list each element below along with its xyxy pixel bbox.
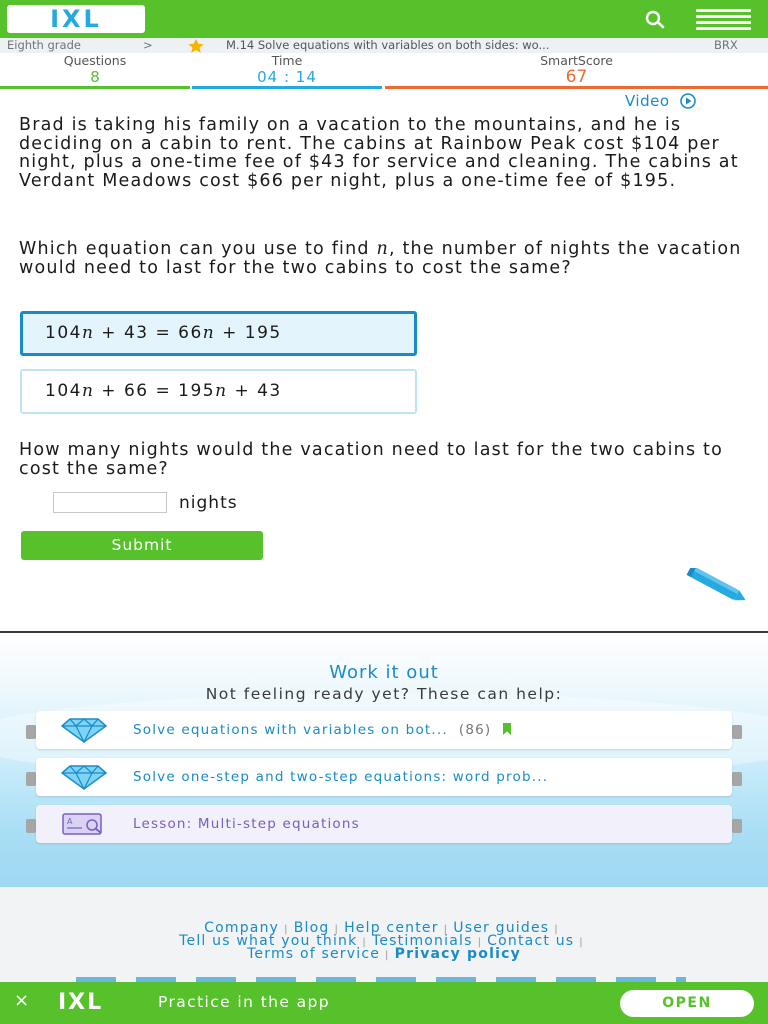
related-skill-1[interactable] bbox=[36, 711, 732, 749]
choice-text: + 43 = 66 bbox=[94, 323, 203, 343]
breadcrumb-grade[interactable]: Eighth grade bbox=[7, 38, 81, 52]
questions-label: Questions bbox=[63, 53, 127, 68]
stats-bar bbox=[0, 53, 768, 89]
choice-equation-2[interactable] bbox=[20, 369, 417, 414]
side-tab bbox=[732, 819, 742, 833]
footer-link-user-guides[interactable]: User guides bbox=[453, 920, 550, 936]
svg-text:A: A bbox=[67, 817, 73, 826]
footer-separator: | bbox=[334, 924, 340, 935]
ixl-logo[interactable] bbox=[7, 5, 145, 33]
star-icon bbox=[186, 39, 206, 53]
questions-stat bbox=[0, 53, 190, 89]
lesson-icon bbox=[58, 811, 110, 837]
side-tab bbox=[26, 819, 36, 833]
footer-link-feedback[interactable]: Tell us what you think bbox=[179, 933, 358, 949]
unit-label: nights bbox=[179, 493, 238, 513]
smartscore-value: 67 bbox=[565, 67, 588, 87]
footer-link-terms[interactable]: Terms of service bbox=[247, 946, 381, 962]
choice-text: + 43 bbox=[227, 381, 282, 401]
prompt-equation bbox=[19, 240, 754, 277]
related-skill-label: Solve one-step and two-step equations: word prob... bbox=[133, 769, 549, 785]
footer-link-testimonials[interactable]: Testimonials bbox=[372, 933, 473, 949]
top-bar bbox=[0, 0, 768, 38]
search-icon[interactable] bbox=[641, 9, 669, 29]
play-circle-icon bbox=[676, 92, 702, 110]
side-tab bbox=[26, 772, 36, 786]
footer-links-row bbox=[0, 946, 768, 962]
time-label: Time bbox=[271, 53, 303, 68]
lesson-label: Lesson: Multi-step equations bbox=[133, 816, 360, 832]
related-skill-label bbox=[133, 711, 512, 749]
related-lesson[interactable] bbox=[36, 805, 732, 843]
footer-link-privacy[interactable]: Privacy policy bbox=[394, 946, 521, 962]
scratchpad-pencil-icon[interactable] bbox=[683, 568, 753, 604]
diamond-icon bbox=[58, 717, 110, 743]
footer-separator: | bbox=[579, 937, 584, 948]
questions-value: 8 bbox=[90, 68, 100, 86]
time-stat[interactable] bbox=[192, 53, 382, 89]
variable-n: n bbox=[81, 323, 95, 343]
variable-n: n bbox=[215, 381, 228, 401]
choice-text: + 195 bbox=[215, 323, 282, 343]
app-banner bbox=[0, 982, 768, 1024]
choice-text: 104 bbox=[45, 323, 82, 343]
hamburger-menu-icon[interactable] bbox=[696, 9, 751, 31]
variable-n: n bbox=[376, 239, 389, 259]
diamond-icon bbox=[58, 764, 110, 790]
logo-text: IXL bbox=[50, 5, 102, 33]
prompt-part: , the number of nights the vacation would need to last for the two cabins to cost the same? bbox=[19, 239, 742, 278]
related-skill-text: Solve equations with variables on bot... bbox=[133, 722, 448, 738]
video-link[interactable] bbox=[625, 92, 702, 110]
footer-separator: | bbox=[443, 924, 449, 935]
video-label: Video bbox=[625, 92, 670, 110]
footer-link-contact[interactable]: Contact us bbox=[487, 933, 575, 949]
app-banner-logo: IXL bbox=[58, 990, 104, 1015]
app-banner-text: Practice in the app bbox=[158, 993, 331, 1011]
close-icon[interactable]: × bbox=[14, 990, 30, 1011]
footer-separator: | bbox=[284, 924, 289, 935]
choice-text: + 66 = 195 bbox=[94, 381, 216, 401]
choice-equation-1[interactable] bbox=[20, 311, 417, 356]
prompt-nights: How many nights would the vacation need to last for the two cabins to cost the same? bbox=[19, 440, 724, 479]
chevron-right-icon: > bbox=[143, 38, 153, 52]
work-it-out-title: Work it out bbox=[329, 662, 439, 683]
breadcrumb-skill[interactable]: M.14 Solve equations with variables on both sides: wo... bbox=[226, 38, 550, 52]
footer-link-help-center[interactable]: Help center bbox=[344, 920, 439, 936]
work-it-out-subtitle: Not feeling ready yet? These can help: bbox=[205, 685, 563, 703]
time-value: 04 : 14 bbox=[257, 68, 317, 86]
side-tab bbox=[26, 725, 36, 739]
footer-separator: | bbox=[362, 937, 367, 948]
smartscore-stat bbox=[385, 53, 768, 89]
side-tab bbox=[732, 772, 742, 786]
bookmark-icon bbox=[502, 723, 512, 735]
footer-separator: | bbox=[385, 950, 390, 961]
footer-link-blog[interactable]: Blog bbox=[293, 920, 330, 936]
footer bbox=[0, 887, 768, 982]
nights-answer-input[interactable] bbox=[53, 492, 167, 513]
prompt-part: Which equation can you use to find bbox=[19, 239, 377, 259]
problem-text: Brad is taking his family on a vacation to the mountains, and he is deciding on a cabin to rent. The cabins at Rainbow Peak cost $104 per night, plus a one-time fee of $43 for service and cleaning. The cabins at Verdant Meadows cost $66 per night, plus a one-time fee of $195. bbox=[19, 115, 739, 191]
variable-n: n bbox=[202, 323, 216, 343]
choice-text: 104 bbox=[45, 381, 82, 401]
footer-separator: | bbox=[477, 937, 483, 948]
related-skill-2[interactable] bbox=[36, 758, 732, 796]
open-app-button[interactable]: OPEN bbox=[620, 990, 754, 1017]
footer-link-company[interactable]: Company bbox=[204, 920, 280, 936]
submit-button[interactable]: Submit bbox=[21, 531, 263, 560]
breadcrumb bbox=[0, 38, 768, 53]
footer-separator: | bbox=[554, 924, 559, 935]
smartscore-label: SmartScore bbox=[540, 53, 613, 68]
work-it-out-panel bbox=[0, 633, 768, 887]
skill-code: BRX bbox=[714, 38, 738, 52]
side-tab bbox=[732, 725, 742, 739]
variable-n: n bbox=[81, 381, 95, 401]
question-count: (86) bbox=[458, 722, 492, 738]
